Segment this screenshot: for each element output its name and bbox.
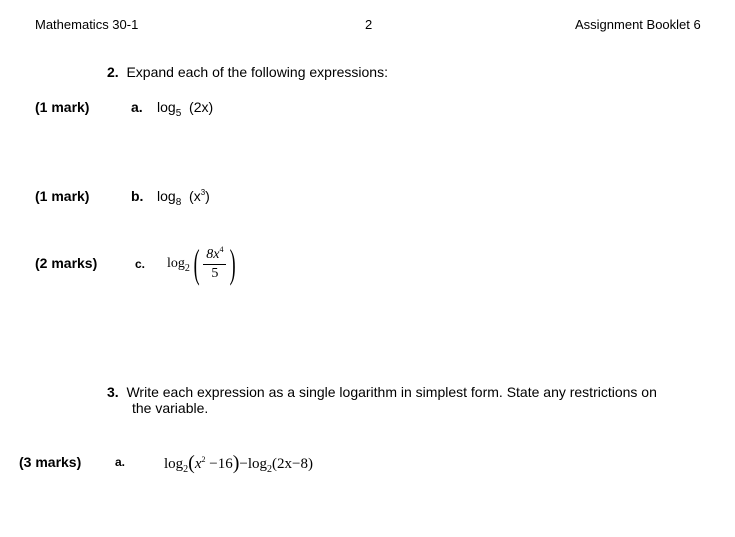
variable-x: x (194, 456, 202, 472)
log-text: log (157, 99, 176, 115)
left-paren-icon: ( (193, 241, 200, 286)
minus-sign: − (239, 456, 248, 472)
log-base: 2 (267, 464, 273, 475)
header-booklet: Assignment Booklet 6 (575, 17, 701, 32)
page-number: 2 (365, 17, 373, 32)
expression-2b (157, 188, 210, 208)
exponent: 2 (201, 455, 206, 464)
left-paren: ( (188, 452, 195, 474)
question-number: 3. (107, 384, 119, 400)
numerator-exponent: 4 (219, 244, 224, 254)
question-prompt: Write each expression as a single logarithm in simplest form. State any restrictions on (126, 384, 657, 400)
part-label: b. (131, 188, 144, 204)
log-text: log (247, 456, 268, 472)
question-3-heading (107, 384, 657, 400)
right-paren: ) (232, 452, 240, 474)
fraction (203, 244, 226, 282)
log-text: log (157, 188, 176, 204)
log-text: log (167, 256, 185, 271)
log-base: 2 (184, 262, 190, 274)
log-base: 2 (183, 464, 189, 475)
right-paren-icon: ) (230, 241, 237, 286)
expression-2c (167, 242, 240, 286)
log-text: log (164, 456, 184, 472)
marks-label: (2 marks) (35, 255, 98, 271)
question-2-heading (107, 64, 388, 80)
log-argument-close: ) (205, 188, 210, 204)
expression-3a (164, 452, 313, 475)
part-label: c. (135, 257, 146, 271)
marks-label: (1 mark) (35, 188, 90, 204)
fraction-numerator (203, 244, 226, 265)
marks-label: (1 mark) (35, 99, 90, 115)
constant-term: −16 (205, 456, 233, 472)
log-argument-open: (x (189, 188, 201, 204)
question-number: 2. (107, 64, 119, 80)
log-base: 5 (175, 108, 182, 119)
part-label: a. (131, 99, 143, 115)
marks-label: (3 marks) (19, 454, 82, 470)
header-course: Mathematics 30-1 (35, 17, 139, 32)
log-argument: (2x) (189, 99, 214, 115)
log-argument: (2x−8) (272, 456, 313, 472)
log-base: 8 (175, 197, 182, 208)
exponent: 3 (200, 188, 206, 197)
expression-2a (157, 99, 214, 119)
part-label: a. (115, 455, 126, 469)
fraction-denominator: 5 (211, 265, 219, 281)
question-prompt: Expand each of the following expressions: (126, 64, 388, 80)
question-prompt-continued: the variable. (132, 400, 209, 416)
numerator-term: 8x (206, 246, 220, 262)
